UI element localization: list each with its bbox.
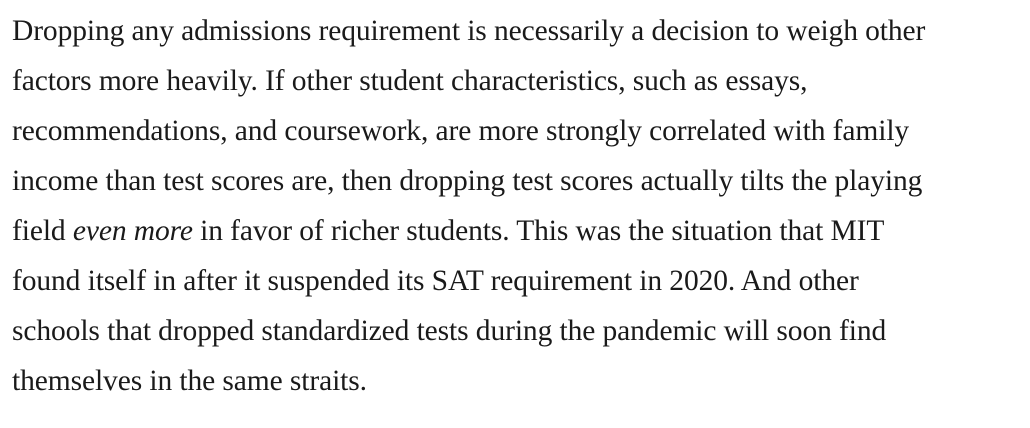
paragraph-line-8: themselves in the same straits. xyxy=(12,365,367,397)
paragraph-line-6: found itself in after it suspended its SAT requirement in 2020. And other xyxy=(12,265,859,297)
paragraph-line-1: Dropping any admissions requirement is necessarily a decision to weigh other xyxy=(12,15,926,47)
line-5-start: field xyxy=(12,215,73,247)
paragraph-line-5 xyxy=(12,206,1012,256)
emphasis-even-more: even more xyxy=(72,215,193,247)
paragraph-line-2: factors more heavily. If other student characteristics, such as essays, xyxy=(12,65,808,97)
article-paragraph xyxy=(12,6,1012,406)
paragraph-line-7: schools that dropped standardized tests during the pandemic will soon find xyxy=(12,315,887,347)
line-5-end: in favor of richer students. This was the situation that MIT xyxy=(192,215,885,247)
paragraph-line-3: recommendations, and coursework, are more strongly correlated with family xyxy=(12,115,910,147)
paragraph-line-4: income than test scores are, then dropping test scores actually tilts the playing xyxy=(12,165,923,197)
article-body xyxy=(12,6,1012,406)
